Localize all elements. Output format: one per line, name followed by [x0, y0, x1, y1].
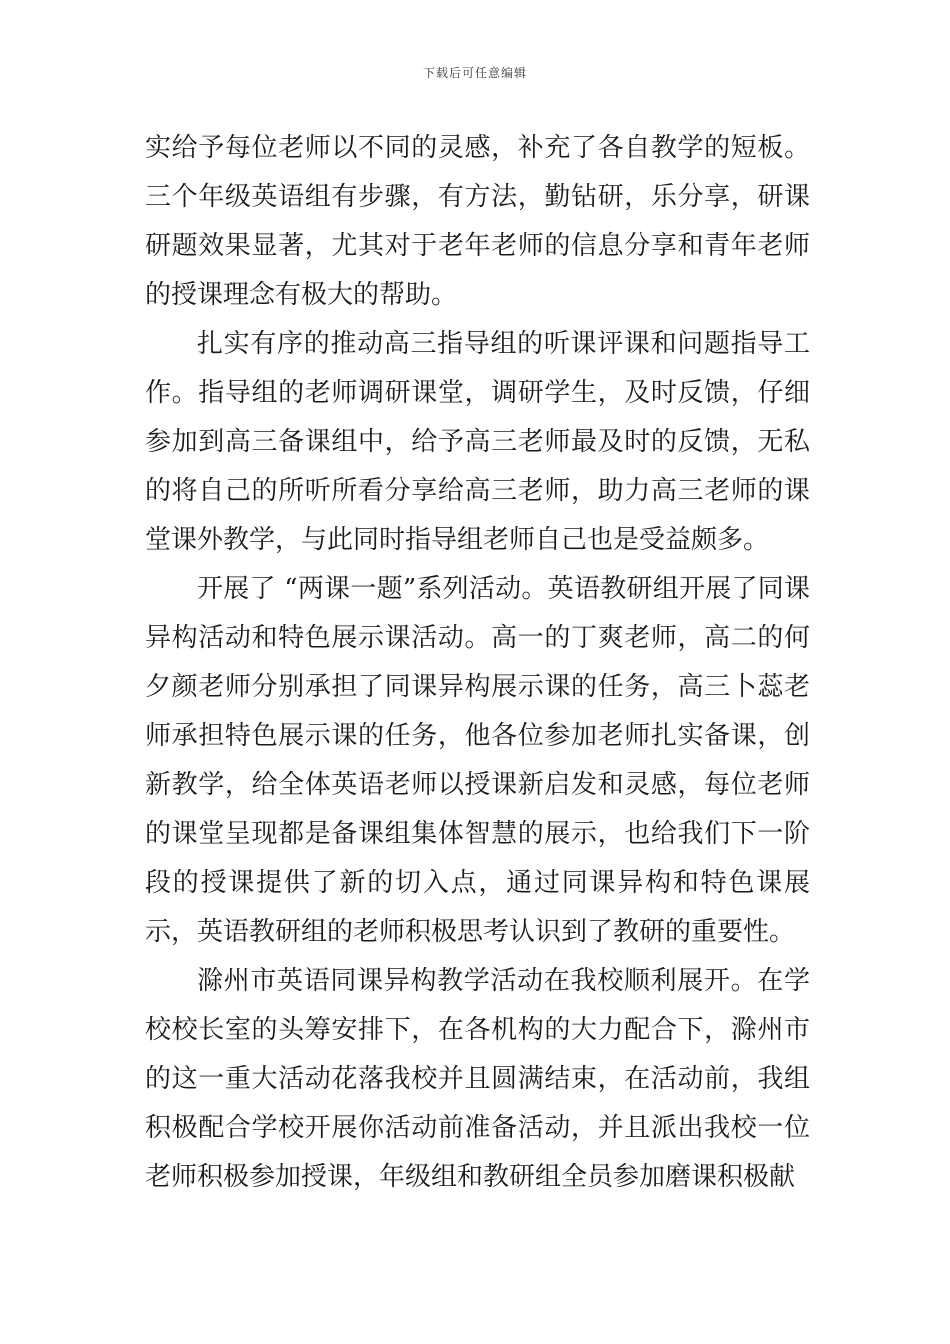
paragraph-4: 滁州市英语同课异构教学活动在我校顺利展开。在学校校长室的头筹安排下，在各机构的大力配合下，滁州市的这一重大活动花落我校并且圆满结束，在活动前，我组积极配合学校开展你活动前准备活动，并且派出我校一位老师积极参加授课，年级组和教研组全员参加磨课积极献: [145, 966, 810, 1192]
paragraph-2: 扎实有序的推动高三指导组的听课评课和问题指导工作。指导组的老师调研课堂，调研学生，及时反馈，仔细参加到高三备课组中，给予高三老师最及时的反馈，无私的将自己的所听所看分享给高三老师，助力高三老师的课堂课外教学，与此同时指导组老师自己也是受益颇多。: [145, 329, 810, 555]
paragraph-3: 开展了 “两课一题”系列活动。英语教研组开展了同课异构活动和特色展示课活动。高一的丁爽老师，高二的何夕颜老师分别承担了同课异构展示课的任务，高三卜蕊老师承担特色展示课的任务，他各位参加老师扎实备课，创新教学，给全体英语老师以授课新启发和灵感，每位老师的课堂呈现都是备课组集体智慧的展示，也给我们下一阶段的授课提供了新的切入点，通过同课异构和特色课展示，英语教研组的老师积极思考认识到了教研的重要性。: [145, 574, 810, 947]
paragraph-1: 实给予每位老师以不同的灵感，补充了各自教学的短板。三个年级英语组有步骤，有方法，勤钻研，乐分享，研课研题效果显著，尤其对于老年老师的信息分享和青年老师的授课理念有极大的帮助。: [145, 133, 810, 310]
document-body: [145, 124, 810, 1202]
header-note: 下载后可任意编辑: [422, 66, 527, 80]
